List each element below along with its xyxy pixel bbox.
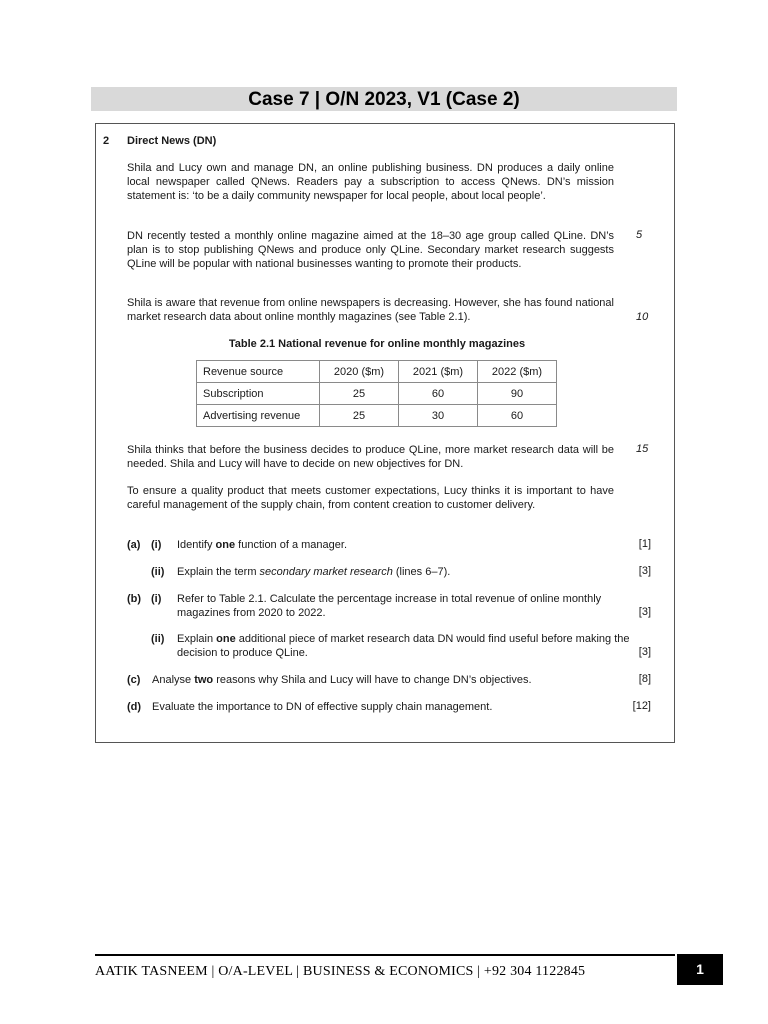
- part-a-ii-mark: [3]: [638, 565, 651, 577]
- part-d-label: (d): [127, 701, 142, 713]
- line-number: 10: [636, 311, 649, 323]
- part-c-text: Analyse two reasons why Shila and Lucy will have to change DN’s objectives.: [152, 674, 532, 686]
- part-b-ii-label: (ii): [151, 633, 165, 645]
- part-b-i-text: Refer to Table 2.1. Calculate the percentage increase in total revenue of online monthly magazines from 2020 to 2022.: [177, 593, 602, 619]
- part-a-i-mark: [1]: [638, 538, 651, 550]
- table-cell: 60: [478, 405, 557, 427]
- table-cell: 90: [478, 383, 557, 405]
- table-cell: 25: [320, 383, 399, 405]
- part-b-i-label: (i): [151, 593, 162, 605]
- table-cell: 25: [320, 405, 399, 427]
- table-header-cell: 2021 ($m): [399, 361, 478, 383]
- line-number: 15: [636, 443, 649, 455]
- paragraph-qline: DN recently tested a monthly online magazine aimed at the 18–30 age group called QLine. DN’s plan is to stop publishing QNews and produce only QLine. Secondary market research suggests QLine will be popular with national businesses wanting to promote their products.: [127, 230, 614, 270]
- table-header-cell: 2022 ($m): [478, 361, 557, 383]
- table-header-row: [197, 361, 557, 383]
- table-caption: Table 2.1 National revenue for online monthly magazines: [228, 338, 526, 350]
- part-b-i-mark: [3]: [638, 606, 651, 618]
- footer-divider: [95, 954, 675, 956]
- table-cell: 60: [399, 383, 478, 405]
- part-a-i-text: Identify one function of a manager.: [177, 539, 348, 551]
- part-b-ii-mark: [3]: [638, 646, 651, 658]
- part-a-i-label: (i): [151, 539, 162, 551]
- table-row: [197, 383, 557, 405]
- part-b-label: (b): [127, 593, 142, 605]
- table-cell: Subscription: [197, 383, 320, 405]
- table-header-cell: Revenue source: [197, 361, 320, 383]
- question-heading: Direct News (DN): [127, 135, 217, 147]
- revenue-table: [196, 360, 557, 427]
- page-number: 1: [677, 954, 723, 985]
- part-a-label: (a): [127, 539, 141, 551]
- table-header-cell: 2020 ($m): [320, 361, 399, 383]
- part-b-ii-text: Explain one additional piece of market research data DN would find useful before making the decision to produce QLine.: [177, 633, 630, 659]
- table-cell: 30: [399, 405, 478, 427]
- paragraph-research: Shila thinks that before the business decides to produce QLine, more market research data will be needed. Shila and Lucy will have to decide on new objectives for DN.: [127, 444, 614, 470]
- part-a-ii-label: (ii): [151, 566, 165, 578]
- part-d-text: Evaluate the importance to DN of effective supply chain management.: [152, 701, 493, 713]
- question-number: 2: [103, 135, 110, 147]
- part-c-label: (c): [127, 674, 141, 686]
- page-title: Case 7 | O/N 2023, V1 (Case 2): [91, 87, 677, 111]
- paragraph-supply-chain: To ensure a quality product that meets customer expectations, Lucy thinks it is important to have careful management of the supply chain, from content creation to customer delivery.: [127, 485, 614, 511]
- paragraph-intro: Shila and Lucy own and manage DN, an online publishing business. DN produces a daily online local newspaper called QNews. Readers pay a subscription to access QNews. DN’s mission statement is: ‘to be a daily community newspaper for local people, about local people’.: [127, 162, 614, 202]
- table-cell: Advertising revenue: [197, 405, 320, 427]
- line-number: 5: [636, 229, 643, 241]
- part-a-ii-text: Explain the term secondary market research (lines 6–7).: [177, 566, 451, 578]
- footer-text: AATIK TASNEEM | O/A-LEVEL | BUSINESS & ECONOMICS | +92 304 1122845: [95, 964, 586, 979]
- part-d-mark: [12]: [632, 700, 651, 712]
- table-row: [197, 405, 557, 427]
- paragraph-revenue: Shila is aware that revenue from online newspapers is decreasing. However, she has found national market research data about online monthly magazines (see Table 2.1).: [127, 297, 614, 323]
- part-c-mark: [8]: [638, 673, 651, 685]
